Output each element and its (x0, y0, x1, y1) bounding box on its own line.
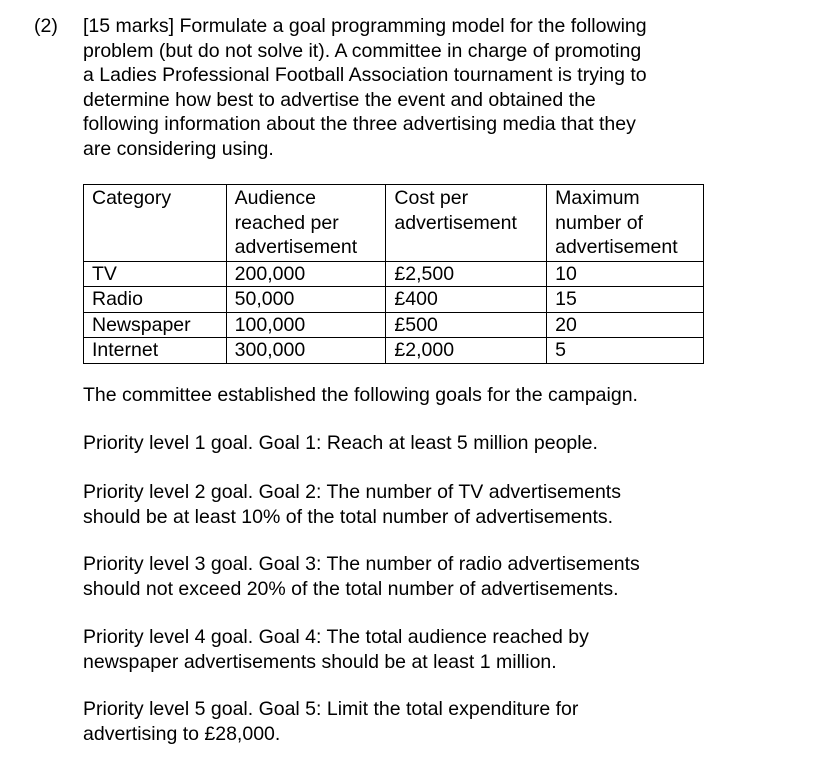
table-row (84, 312, 704, 338)
header-text: advertisement (394, 211, 517, 234)
cell-audience: 200,000 (226, 261, 386, 287)
intro-line: following information about the three advertising media that they (83, 113, 636, 135)
cell-audience: 50,000 (226, 287, 386, 313)
cell-audience: 100,000 (226, 312, 386, 338)
table-header-row (84, 185, 704, 262)
header-audience (226, 185, 386, 262)
intro-line: [15 marks] Formulate a goal programming model for the following (83, 15, 647, 37)
question-intro (83, 14, 723, 161)
paragraph-line: Priority level 4 goal. Goal 4: The total audience reached by (83, 626, 589, 648)
cell-maximum: 5 (547, 338, 704, 364)
intro-line: problem (but do not solve it). A committee in charge of promoting (83, 39, 642, 62)
goal-5 (83, 697, 783, 746)
header-maximum (547, 185, 704, 262)
paragraph-line: The committee established the following goals for the campaign. (83, 384, 638, 406)
cell-audience: 300,000 (226, 338, 386, 364)
campaign-intro (83, 383, 783, 408)
header-text: Category (92, 187, 172, 209)
cell-category: Internet (84, 338, 227, 364)
intro-line: a Ladies Professional Football Association tournament is trying to (83, 64, 647, 86)
paragraph-line: should not exceed 20% of the total number of advertisements. (83, 577, 619, 600)
cell-cost: £400 (386, 287, 547, 313)
paragraph-line: Priority level 1 goal. Goal 1: Reach at least 5 million people. (83, 432, 598, 454)
header-text: reached per (234, 211, 339, 234)
paragraph-line: newspaper advertisements should be at least 1 million. (83, 650, 557, 673)
header-text: Audience (234, 187, 316, 209)
question-number: (2) (34, 15, 58, 37)
cell-maximum: 20 (547, 312, 704, 338)
goal-3 (83, 552, 783, 601)
header-text: Maximum (555, 187, 640, 209)
table-row (84, 261, 704, 287)
cell-maximum: 10 (547, 261, 704, 287)
paragraph-line: advertising to £28,000. (83, 722, 281, 745)
cell-category: TV (84, 261, 227, 287)
paragraph-line: Priority level 3 goal. Goal 3: The number of radio advertisements (83, 553, 640, 575)
table-row (84, 338, 704, 364)
header-text: advertisement (555, 236, 678, 258)
cell-cost: £500 (386, 312, 547, 338)
paragraph-line: Priority level 2 goal. Goal 2: The number of TV advertisements (83, 481, 621, 503)
media-table (83, 184, 704, 364)
header-category (84, 185, 227, 262)
header-text: number of (555, 211, 643, 234)
cell-cost: £2,000 (386, 338, 547, 364)
header-text: advertisement (234, 236, 358, 258)
cell-maximum: 15 (547, 287, 704, 313)
intro-line: determine how best to advertise the event and obtained the (83, 88, 596, 111)
table-row (84, 287, 704, 313)
goal-2 (83, 480, 783, 529)
paragraph-line: should be at least 10% of the total number of advertisements. (83, 505, 614, 528)
paragraph-line: Priority level 5 goal. Goal 5: Limit the total expenditure for (83, 698, 579, 720)
goal-4 (83, 625, 783, 674)
header-cost (386, 185, 547, 262)
header-text: Cost per (394, 187, 469, 209)
cell-category: Radio (84, 287, 227, 313)
intro-line: are considering using. (83, 137, 274, 160)
goal-1 (83, 431, 783, 456)
cell-cost: £2,500 (386, 261, 547, 287)
cell-category: Newspaper (84, 312, 227, 338)
